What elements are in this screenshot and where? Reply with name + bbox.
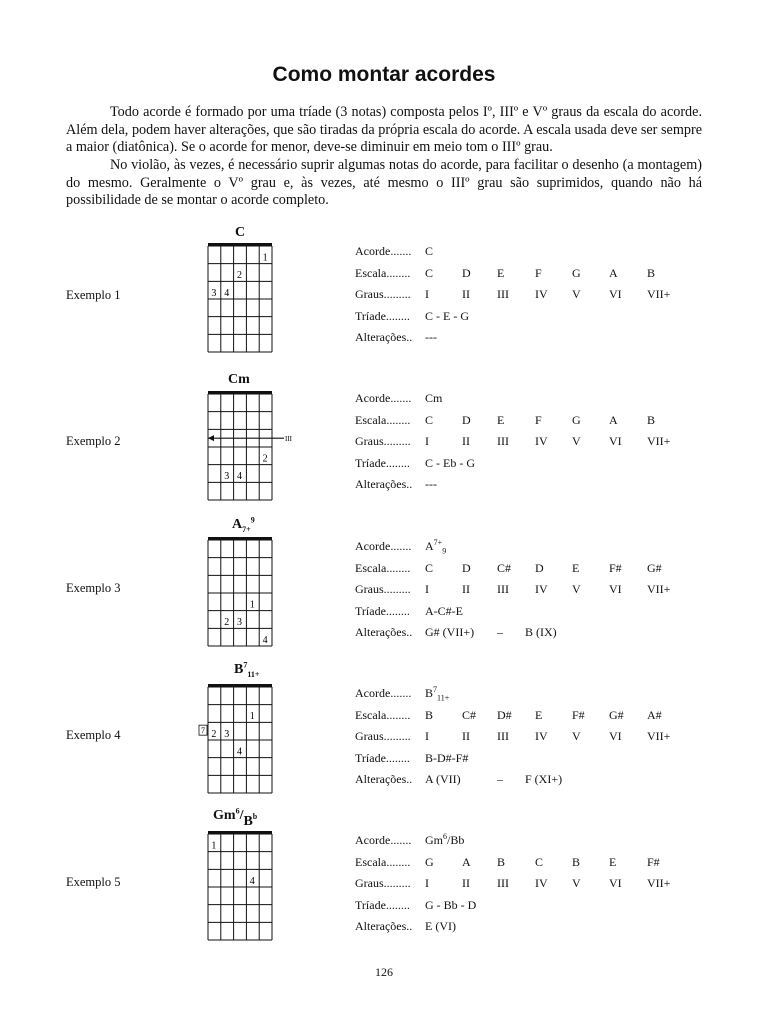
finger-number: 2 (262, 453, 268, 465)
graus-cell: VI (609, 582, 622, 596)
graus-cell: II (462, 582, 470, 596)
graus-cell: VI (609, 287, 622, 301)
fretboard (200, 532, 290, 660)
finger-number: 3 (211, 287, 217, 299)
graus-cell: VII+ (647, 729, 671, 743)
escala-cell: F (535, 412, 542, 427)
example-label: Exemplo 1 (66, 288, 121, 302)
graus-cell: IV (535, 434, 548, 448)
info-label: Graus......... (355, 582, 411, 596)
graus-cell: VI (609, 876, 622, 890)
graus-cell: III (497, 582, 509, 596)
chord-name: $B^7_{11+}$ (234, 660, 260, 679)
triade-value: C - Eb - G (425, 455, 475, 470)
finger-number: 3 (224, 471, 230, 483)
graus-cell: IV (535, 582, 548, 596)
finger-number: 1 (249, 711, 255, 723)
info-label: Escala........ (355, 412, 411, 427)
graus-cell: II (462, 876, 470, 890)
info-label: Acorde....... (355, 539, 412, 553)
finger-number: 3 (237, 617, 242, 629)
acorde-value: $B^7_{11+}$ (425, 685, 450, 703)
acorde-value: C (425, 244, 434, 258)
barre-arrow (208, 435, 214, 441)
barre-mark: III (285, 435, 292, 444)
acorde-value: $A^{7+}_9$ (425, 538, 447, 556)
info-label: Alterações.. (355, 625, 413, 639)
chord-name: $Gm^6/B^b$ (213, 806, 258, 829)
alteracao-item: – (497, 625, 503, 639)
finger-number: 2 (237, 270, 242, 282)
graus-cell: V (572, 287, 581, 301)
fretboard (200, 826, 290, 954)
alteracoes-value: --- (425, 330, 437, 344)
escala-cell: C (535, 854, 544, 869)
graus-cell: IV (535, 729, 548, 743)
alteracao-item: – (497, 772, 503, 786)
escala-cell: E (497, 412, 505, 427)
info-label: Acorde....... (355, 833, 412, 847)
acorde-value: Cm (425, 391, 443, 405)
escala-cell: B (647, 265, 656, 280)
example-label: Exemplo 2 (66, 434, 121, 448)
info-label: Alterações.. (355, 919, 413, 933)
escala-cell: C (425, 560, 434, 575)
info-label: Escala........ (355, 560, 411, 575)
escala-cell: D (462, 265, 471, 280)
graus-cell: I (425, 434, 429, 448)
info-label: Tríade........ (355, 308, 410, 323)
chord-diagram-a7-9 (200, 532, 290, 660)
graus-cell: II (462, 729, 470, 743)
triade-value: G - Bb - D (425, 897, 477, 912)
info-label: Acorde....... (355, 391, 412, 405)
page-title: Como montar acordes (272, 63, 496, 86)
escala-cell: F# (609, 560, 622, 575)
example-label: Exemplo 3 (66, 581, 121, 595)
chord-diagram-b7-11 (200, 679, 290, 807)
example-label: Exemplo 5 (66, 875, 121, 889)
escala-cell: A (609, 265, 618, 280)
alteracao-item: A (VII) (425, 772, 461, 786)
info-label: Acorde....... (355, 686, 412, 700)
finger-number: 2 (211, 728, 217, 740)
escala-cell: F# (572, 707, 585, 722)
finger-number: 2 (224, 617, 230, 629)
chord-name: $A_{7+}^9$ (232, 515, 255, 534)
info-label: Tríade........ (355, 455, 410, 470)
escala-cell: G (572, 265, 581, 280)
escala-cell: C# (497, 560, 512, 575)
info-label: Acorde....... (355, 244, 412, 258)
info-label: Graus......... (355, 287, 411, 301)
finger-number: 4 (237, 471, 242, 483)
info-label: Graus......... (355, 729, 411, 743)
finger-number: 1 (249, 599, 255, 611)
graus-cell: VII+ (647, 876, 671, 890)
alteracao-item: F (XI+) (525, 772, 563, 786)
escala-cell: G (425, 854, 434, 869)
escala-cell: F# (647, 854, 660, 869)
escala-cell: B (497, 854, 506, 869)
graus-cell: III (497, 287, 509, 301)
escala-cell: G# (647, 560, 662, 575)
info-label: Escala........ (355, 854, 411, 869)
page-number: 126 (375, 965, 393, 979)
graus-cell: III (497, 876, 509, 890)
intro-paragraph-2: No violão, às vezes, é necessário suprir algumas notas do acorde, para facilitar o desenho (a montagem) do mesmo. Geralmente o Vº grau e, às vezes, até mesmo o IIIº grau são suprimidos, quando não há possibilidade de se montar o acorde completo. (66, 157, 702, 209)
finger-number: 4 (237, 746, 242, 758)
escala-cell: E (497, 265, 505, 280)
finger-number: 1 (262, 252, 268, 264)
escala-cell: C (425, 412, 434, 427)
graus-cell: II (462, 434, 470, 448)
finger-number: 4 (249, 875, 255, 887)
escala-cell: D (462, 560, 471, 575)
alteracoes-value: --- (425, 477, 437, 491)
info-label: Tríade........ (355, 897, 410, 912)
fretboard (200, 679, 290, 807)
graus-cell: I (425, 582, 429, 596)
chord-diagram-c (200, 238, 290, 366)
triade-value: C - E - G (425, 308, 469, 323)
intro-paragraph-1: Todo acorde é formado por uma tríade (3 notas) composta pelos Iº, IIIº e Vº graus da escala do acorde. Além dela, podem haver alterações, que são tiradas da própria escala do acorde. A escala usada deve ser sempre a maior (diatônica). Se o acorde for menor, deve-se diminuir em meio tom o IIIº grau. (66, 104, 702, 156)
info-label: Graus......... (355, 434, 411, 448)
graus-cell: VI (609, 434, 622, 448)
escala-cell: D# (497, 707, 512, 722)
finger-number: 1 (211, 840, 217, 852)
finger-number: 4 (224, 287, 230, 299)
graus-cell: IV (535, 287, 548, 301)
chord-diagram-gm6-bb (200, 826, 290, 954)
escala-cell: C# (462, 707, 477, 722)
graus-cell: I (425, 729, 429, 743)
info-label: Tríade........ (355, 603, 410, 618)
graus-cell: V (572, 876, 581, 890)
graus-cell: II (462, 287, 470, 301)
graus-cell: V (572, 434, 581, 448)
triade-value: A-C#-E (425, 603, 463, 618)
info-label: Graus......... (355, 876, 411, 890)
info-label: Escala........ (355, 707, 411, 722)
example-label: Exemplo 4 (66, 728, 121, 742)
escala-cell: G (572, 412, 581, 427)
alteracao-item: G# (VII+) (425, 625, 475, 639)
graus-cell: V (572, 729, 581, 743)
position-mark: 7 (201, 726, 205, 736)
escala-cell: A (462, 854, 471, 869)
escala-cell: F (535, 265, 542, 280)
info-label: Alterações.. (355, 477, 413, 491)
graus-cell: VII+ (647, 287, 671, 301)
fretboard (200, 386, 290, 514)
acorde-value: Gm$^6$/Bb (425, 832, 465, 847)
chord-name: Cm (228, 372, 250, 387)
escala-cell: B (572, 854, 581, 869)
escala-cell: E (609, 854, 617, 869)
escala-cell: E (535, 707, 543, 722)
fretboard (200, 238, 290, 366)
escala-cell: B (647, 412, 656, 427)
escala-cell: A (609, 412, 618, 427)
finger-number: 4 (262, 634, 268, 646)
escala-cell: B (425, 707, 434, 722)
graus-cell: IV (535, 876, 548, 890)
alteracoes-value: E (VI) (425, 919, 456, 933)
graus-cell: I (425, 876, 429, 890)
escala-cell: A# (647, 707, 662, 722)
escala-cell: D (462, 412, 471, 427)
escala-cell: E (572, 560, 580, 575)
finger-number: 3 (224, 728, 230, 740)
escala-cell: G# (609, 707, 624, 722)
graus-cell: III (497, 729, 509, 743)
info-label: Escala........ (355, 265, 411, 280)
triade-value: B-D#-F# (425, 750, 469, 765)
graus-cell: VII+ (647, 582, 671, 596)
graus-cell: VI (609, 729, 622, 743)
graus-cell: V (572, 582, 581, 596)
alteracao-item: B (IX) (525, 625, 557, 639)
graus-cell: VII+ (647, 434, 671, 448)
escala-cell: C (425, 265, 434, 280)
graus-cell: III (497, 434, 509, 448)
info-label: Alterações.. (355, 330, 413, 344)
chord-diagram-cm (200, 386, 290, 514)
graus-cell: I (425, 287, 429, 301)
info-label: Alterações.. (355, 772, 413, 786)
chord-name: C (235, 225, 246, 240)
escala-cell: D (535, 560, 544, 575)
info-label: Tríade........ (355, 750, 410, 765)
